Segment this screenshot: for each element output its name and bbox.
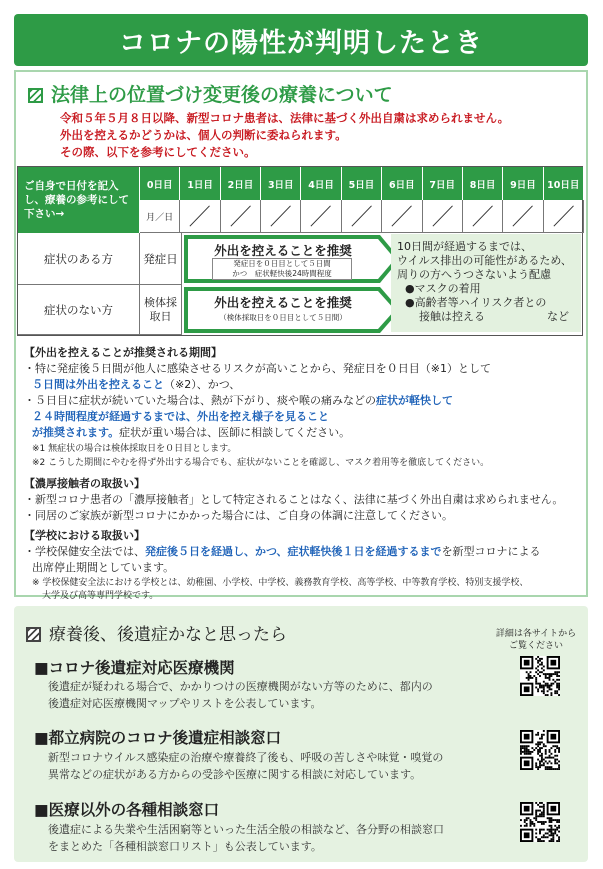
item3-title: ■医療以外の各種相談窓口: [34, 801, 220, 819]
day0-onset-cell: 発症日: [140, 233, 182, 285]
intro-line-2: 外出を控えるかどうかは、個人の判断に委ねられます。: [60, 128, 347, 142]
row-label-symptomatic: 症状のある方: [18, 233, 140, 285]
school-line-1b: を新型コロナによる: [441, 545, 541, 558]
contact-heading: 【濃厚接触者の取扱い】: [24, 477, 145, 490]
day-header: 5日目: [342, 167, 382, 200]
item1-line-2: 後遺症対応医療機関マップやリストを公表しています。: [48, 697, 322, 710]
section2-panel: [14, 606, 588, 862]
item1-title: ■コロナ後遺症対応医療機関: [34, 659, 235, 677]
outing-line-5-blue: が推奨されます。: [32, 426, 120, 439]
day-header: 4日目: [301, 167, 341, 200]
section2-heading-text: 療養後、後遺症かなと思ったら: [49, 625, 287, 645]
banner-sub-1b: かつ 症状軽快後24時間程度: [232, 269, 332, 278]
note-bullet-3: 接触は控える: [419, 310, 485, 323]
item2-title: ■都立病院のコロナ後遺症相談窓口: [34, 729, 282, 747]
qr-note-line-1: 詳細は各サイトから: [495, 629, 577, 639]
slash-mark: [342, 200, 381, 232]
qr-code-1[interactable]: [520, 656, 560, 696]
date-entry-cell[interactable]: [261, 200, 301, 233]
banner-sub-1a: 発症日を０日目として５日間: [233, 259, 331, 268]
section1-heading: [28, 80, 393, 107]
day-header: 7日目: [423, 167, 463, 200]
qr-code-2[interactable]: [520, 730, 560, 770]
school-line-1: [24, 544, 541, 561]
day-header: 0日目: [140, 167, 180, 200]
qr-image-2: [520, 730, 560, 770]
school-line-1-blue: 発症後５日を経過し、かつ、症状軽快後１日を経過するまで: [145, 545, 442, 558]
date-entry-cell[interactable]: [544, 200, 584, 233]
row-label-asymptomatic: 症状のない方: [18, 285, 140, 335]
banner-title-2: 外出を控えることを推奨: [214, 295, 352, 310]
slash-mark: [382, 200, 421, 232]
section1-heading-text: 法律上の位置づけ変更後の療養について: [51, 84, 393, 106]
day0-sample-cell: 検体採取日: [140, 285, 182, 335]
note-line-2: ウイルス排出の可能性があるため、: [397, 254, 572, 267]
day-header: 10日目: [544, 167, 584, 200]
day-header: 3日目: [261, 167, 301, 200]
date-entry-cell[interactable]: [423, 200, 463, 233]
banner-symptomatic: [184, 235, 400, 283]
date-entry-cell[interactable]: [503, 200, 543, 233]
note-bullet-2: ●高齢者等ハイリスク者との: [405, 296, 547, 309]
outing-heading: 【外出を控えることが推奨される期間】: [24, 346, 222, 359]
after-period-note: [391, 234, 581, 332]
page-title: コロナの陽性が判明したとき: [14, 14, 588, 66]
day-header: 9日目: [503, 167, 543, 200]
slash-mark: [261, 200, 300, 232]
table-corner-label: ご自身で日付を記入し、療養の参考にして下さい→: [18, 167, 140, 233]
slash-mark: [463, 200, 502, 232]
slash-mark: [423, 200, 462, 232]
outing-line-5: [24, 425, 350, 442]
outing-note-1: ※1 無症状の場合は検体採取日を０日目とします。: [32, 444, 237, 454]
day-header: 1日目: [180, 167, 220, 200]
section2-heading: [26, 620, 287, 645]
school-note-1: ※ 学校保健安全法における学校とは、幼稚園、小学校、中学校、義務教育学校、高等学校、中等教育学校、特別支援学校、: [32, 578, 529, 588]
date-entry-cell[interactable]: [221, 200, 261, 233]
item1-line-1: 後遺症が疑われる場合で、かかりつけの医療機関がない方等のために、都内の: [48, 680, 433, 693]
slash-mark: [180, 200, 219, 232]
date-entry-cell[interactable]: [463, 200, 503, 233]
outing-note-2: ※2 こうした期間にやむを得ず外出する場合でも、症状がないことを確認し、マスク着用等を徹底してください。: [32, 458, 490, 468]
date-entry-cell[interactable]: 月／日: [140, 200, 180, 233]
qr-code-3[interactable]: [520, 802, 560, 842]
slash-mark: [544, 200, 583, 232]
banner-sub-1: [212, 258, 352, 280]
outing-line-3a: ・５日目に症状が続いていた場合は、熱が下がり、痰や喉の痛みなどの: [24, 394, 376, 407]
date-entry-cell[interactable]: [301, 200, 341, 233]
outing-line-2: [24, 377, 240, 394]
qr-image-1: [520, 656, 560, 696]
contact-line-2: ・同居のご家族が新型コロナにかかった場合には、ご自身の体調に注意してください。: [24, 509, 453, 522]
hatch-icon-2: [26, 627, 41, 642]
day-header: 6日目: [382, 167, 422, 200]
date-entry-cell[interactable]: [180, 200, 220, 233]
item2-line-2: 異常などの症状がある方からの受診や医療に関する相談に対応しています。: [48, 768, 422, 781]
note-bullet-1: ●マスクの着用: [405, 282, 481, 295]
intro-line-1: 令和５年５月８日以降、新型コロナ患者は、法律に基づく外出自粛は求められません。: [60, 111, 510, 125]
outing-line-3-blue: 症状が軽快して: [376, 394, 453, 407]
banner-asymptomatic: [184, 287, 400, 333]
school-line-1a: ・学校保健安全法では、: [24, 545, 145, 558]
note-bullet-3-end: など: [547, 310, 569, 323]
date-entry-cell[interactable]: [382, 200, 422, 233]
item3-line-1: 後遺症による失業や生活困窮等といった生活全般の相談など、各分野の相談窓口: [48, 823, 444, 836]
school-note-2: 大学及び高等専門学校です。: [42, 591, 159, 601]
outing-line-2-rest: （※2）、かつ、: [164, 378, 241, 391]
outing-line-1: ・特に発症後５日間が他人に感染させるリスクが高いことから、発症日を０日目（※1）として: [24, 362, 491, 375]
item2-line-1: 新型コロナウイルス感染症の治療や療養終了後も、呼吸の苦しさや味覚・嗅覚の: [48, 751, 444, 764]
banner-sub-2: （検体採取日を０日目として５日間）: [219, 313, 347, 322]
outing-line-2-blue: ５日間は外出を控えること: [32, 378, 164, 391]
outing-line-3: [24, 393, 453, 410]
qr-note-line-2: ご覧ください: [508, 641, 563, 651]
day-header: 8日目: [463, 167, 503, 200]
date-entry-cell[interactable]: [342, 200, 382, 233]
slash-mark: [221, 200, 260, 232]
qr-image-3: [520, 802, 560, 842]
note-line-1: 10日間が経過するまでは、: [397, 240, 532, 253]
day-header: 2日目: [221, 167, 261, 200]
slash-mark: [301, 200, 340, 232]
note-line-3: 周りの方へうつさないよう配慮: [397, 268, 551, 281]
outing-line-4: ２４時間程度が経過するまでは、外出を控え様子を見ること: [32, 410, 329, 423]
banner-title-1: 外出を控えることを推奨: [214, 243, 352, 258]
contact-line-1: ・新型コロナ患者の「濃厚接触者」として特定されることはなく、法律に基づく外出自粛は求められません。: [24, 493, 564, 506]
intro-line-3: その際、以下を参考にしてください。: [60, 145, 256, 159]
qr-note: [488, 628, 584, 652]
slash-mark: [503, 200, 542, 232]
hatch-icon: [28, 88, 43, 103]
school-heading: 【学校における取扱い】: [24, 529, 145, 542]
school-line-2: 出席停止期間としています。: [32, 561, 175, 574]
outing-line-5-rest: 症状が重い場合は、医師に相談してください。: [119, 426, 351, 439]
item3-line-2: をまとめた「各種相談窓口リスト」も公表しています。: [48, 840, 322, 853]
